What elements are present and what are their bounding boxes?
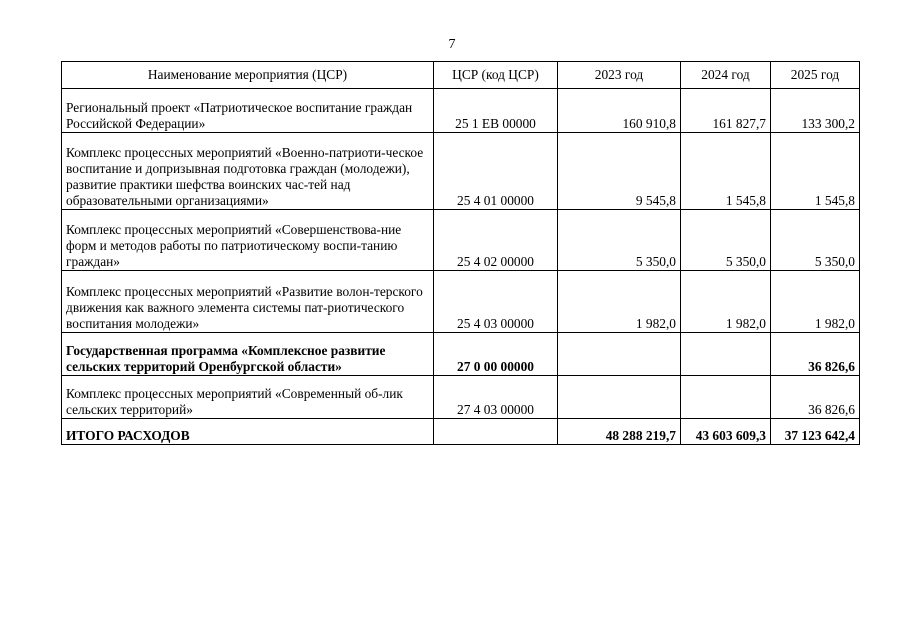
row-value-2023: 5 350,0 [558,210,681,271]
row-code: 25 4 03 00000 [434,271,558,333]
header-code: ЦСР (код ЦСР) [434,62,558,89]
total-label: ИТОГО РАСХОДОВ [62,419,434,445]
header-2025: 2025 год [771,62,860,89]
row-code: 25 1 ЕВ 00000 [434,89,558,133]
table-row [62,133,860,210]
budget-table [61,61,860,445]
total-code [434,419,558,445]
row-value-2025: 36 826,6 [771,376,860,419]
row-code: 27 4 03 00000 [434,376,558,419]
row-code: 25 4 02 00000 [434,210,558,271]
row-value-2024: 1 982,0 [681,271,771,333]
row-value-2023: 1 982,0 [558,271,681,333]
row-name: Комплекс процессных мероприятий «Развитие волон-терского движения как важного элемента системы пат-риотического воспитания молодежи» [62,271,434,333]
row-value-2023 [558,333,681,376]
header-2023: 2023 год [558,62,681,89]
table-row [62,333,860,376]
row-value-2024 [681,333,771,376]
row-name: Комплекс процессных мероприятий «Военно-патриоти-ческое воспитание и допризывная подготовка граждан (молодежи), развитие практики шефства воинских час-тей над образовательными организациями» [62,133,434,210]
total-value-2024: 43 603 609,3 [681,419,771,445]
row-value-2025: 1 982,0 [771,271,860,333]
table-row [62,271,860,333]
row-value-2024: 161 827,7 [681,89,771,133]
row-name: Комплекс процессных мероприятий «Совершенствова-ние форм и методов работы по патриотическому воспи-танию граждан» [62,210,434,271]
row-value-2024 [681,376,771,419]
table-row [62,89,860,133]
header-name: Наименование мероприятия (ЦСР) [62,62,434,89]
row-value-2025: 133 300,2 [771,89,860,133]
header-2024: 2024 год [681,62,771,89]
row-value-2023: 9 545,8 [558,133,681,210]
table-row [62,210,860,271]
total-value-2025: 37 123 642,4 [771,419,860,445]
row-code: 25 4 01 00000 [434,133,558,210]
row-value-2024: 1 545,8 [681,133,771,210]
total-value-2023: 48 288 219,7 [558,419,681,445]
row-value-2023: 160 910,8 [558,89,681,133]
row-value-2025: 36 826,6 [771,333,860,376]
table-header-row [62,62,860,89]
table-row [62,376,860,419]
row-value-2025: 1 545,8 [771,133,860,210]
row-name: Комплекс процессных мероприятий «Современный об-лик сельских территорий» [62,376,434,419]
row-value-2025: 5 350,0 [771,210,860,271]
row-value-2023 [558,376,681,419]
row-value-2024: 5 350,0 [681,210,771,271]
row-name: Государственная программа «Комплексное развитие сельских территорий Оренбургской области» [62,333,434,376]
page-number: 7 [448,37,456,52]
row-name: Региональный проект «Патриотическое воспитание граждан Российской Федерации» [62,89,434,133]
total-row [62,419,860,445]
row-code: 27 0 00 00000 [434,333,558,376]
